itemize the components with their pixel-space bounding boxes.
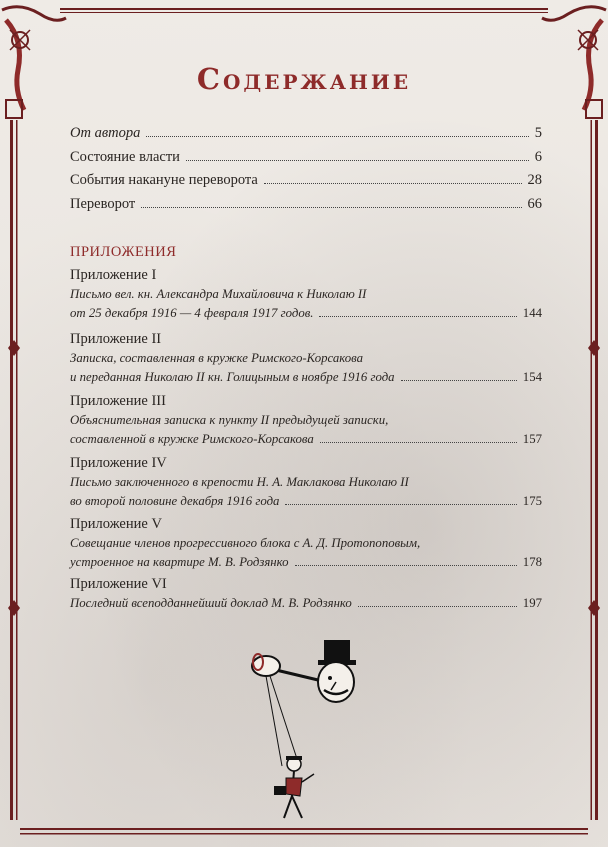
appendix-page: 197 [522,596,542,610]
appendix-description-line: Письмо вел. кн. Александра Михайловича к Николаю II [70,287,367,301]
appendix-description-line: Совещание членов прогрессивного блока с А. Д. Протопоповым, [70,536,421,550]
appendix-description-text: во второй половине декабря 1916 года [70,494,280,508]
appendix-description-line: Записка, составленная в кружке Римского-Корсакова [70,351,363,365]
appendix-description-last-line [70,368,542,387]
appendix-title: Приложение VI [70,576,167,592]
toc-label: События накануне переворота [70,172,258,188]
dot-leader [319,316,516,317]
appendix-description-line: Письмо заключенного в крепости Н. А. Маклакова Николаю II [70,475,409,489]
appendix-description-text: и переданная Николаю II кн. Голицыным в ноябре 1916 года [70,370,395,384]
appendix-page: 178 [522,555,542,569]
right-border-ornament [568,40,608,830]
toc-row[interactable] [70,196,542,220]
dot-leader [320,442,517,443]
appendix-description-text: устроенное на квартире М. В. Родзянко [70,555,289,569]
toc-row[interactable] [70,149,542,173]
table-of-contents [70,125,542,219]
page-title: Содержание [196,62,412,96]
appendix-page: 154 [522,370,542,384]
dot-leader [358,606,517,607]
dot-leader [186,160,529,161]
toc-label: Переворот [70,195,136,212]
toc-page: 28 [527,172,542,188]
bottom-border-ornament [0,826,608,838]
dot-leader [264,183,522,184]
appendix-description-last-line [70,594,542,613]
appendix-entry[interactable] [70,266,542,323]
toc-row[interactable] [70,125,542,149]
appendix-entry[interactable] [70,575,542,613]
appendix-title: Приложение II [70,331,162,347]
top-border-ornament [0,6,608,16]
dot-leader [401,380,517,381]
appendix-entry[interactable] [70,515,542,572]
appendix-page: 144 [522,306,542,320]
appendix-title: Приложение IV [70,455,167,471]
dot-leader [295,565,517,566]
appendix-description-text: составленной в кружке Римского-Корсакова [70,432,314,446]
appendix-description-text: от 25 декабря 1916 — 4 февраля 1917 годов. [70,306,314,320]
appendix-entry[interactable] [70,392,542,449]
appendix-entry[interactable] [70,330,542,387]
toc-page: 66 [527,195,542,212]
appendix-page: 175 [522,494,542,508]
toc-page: 6 [534,148,542,165]
appendix-description-text: Последний всеподданнейший доклад М. В. Родзянко [70,596,352,610]
caricature-illustration [236,636,386,826]
appendix-description-last-line [70,430,542,449]
appendix-title: Приложение V [70,516,162,532]
toc-label: Состояние власти [70,148,180,165]
appendix-title: Приложение I [70,267,157,283]
appendix-entry[interactable] [70,454,542,511]
appendix-description-last-line [70,304,542,323]
dot-leader [285,504,516,505]
appendix-description-line: Объяснительная записка к пункту II предыдущей записки, [70,413,389,427]
appendix-description-last-line [70,553,542,572]
toc-row[interactable] [70,172,542,196]
toc-page: 5 [534,125,542,141]
dot-leader [146,136,528,137]
left-border-ornament [0,40,40,830]
appendix-description-last-line [70,492,542,511]
appendix-title: Приложение III [70,393,166,409]
dot-leader [141,207,521,208]
toc-label: От автора [70,125,141,141]
appendix-page: 157 [522,432,542,446]
appendix-heading: ПРИЛОЖЕНИЯ [70,244,177,260]
